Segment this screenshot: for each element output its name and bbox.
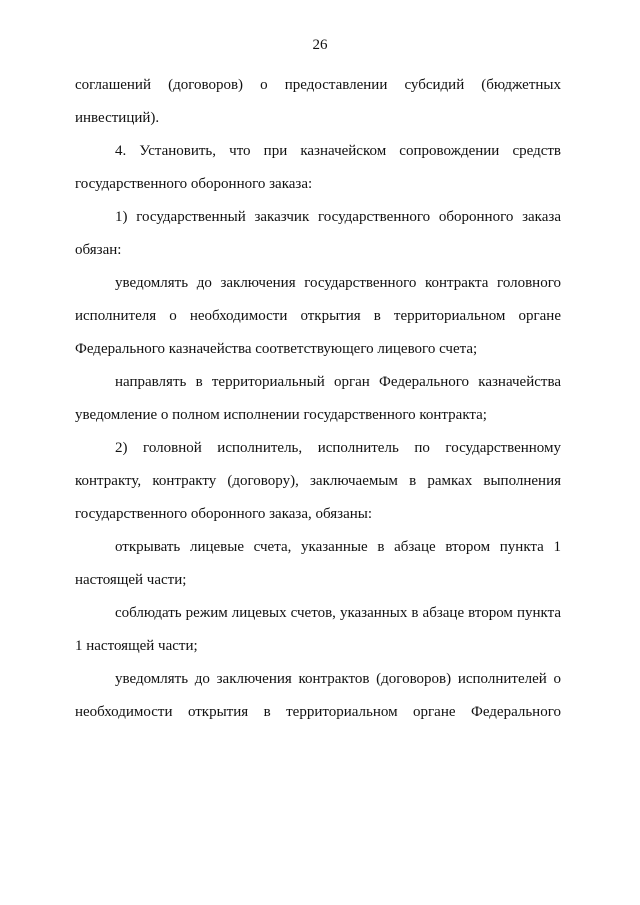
text-line: открывать лицевые счета, указанные в абзаце втором пункта 1 [115,539,561,555]
text-line: 4. Установить, что при казначейском сопровождении средств [115,143,561,159]
text-line: Федерального казначейства соответствующего лицевого счета; [75,341,478,357]
text-line: уведомление о полном исполнении государственного контракта; [75,407,487,423]
text-line: необходимости открытия в территориальном органе Федерального [75,704,561,720]
text-line: контракту, контракту (договору), заключаемым в рамках выполнения [75,473,561,489]
text-line: обязан: [75,242,122,258]
page-number: 26 [312,37,328,53]
text-line: уведомлять до заключения контрактов (договоров) исполнителей о [115,671,561,687]
text-line: 1) государственный заказчик государственного оборонного заказа [115,209,561,225]
text-line: 2) головной исполнитель, исполнитель по государственному [115,440,561,456]
document-body [75,74,561,734]
text-line: настоящей части; [75,572,187,588]
text-line: соглашений (договоров) о предоставлении субсидий (бюджетных [75,77,561,93]
text-line: государственного оборонного заказа: [75,176,313,192]
text-line: исполнителя о необходимости открытия в территориальном органе [75,308,561,324]
text-line: направлять в территориальный орган Федерального казначейства [115,374,561,390]
text-line: государственного оборонного заказа, обязаны: [75,506,373,522]
text-line: уведомлять до заключения государственного контракта головного [115,275,561,291]
text-line: 1 настоящей части; [75,638,198,654]
text-line: соблюдать режим лицевых счетов, указанных в абзаце втором пункта [115,605,561,621]
text-line: инвестиций). [75,110,160,126]
